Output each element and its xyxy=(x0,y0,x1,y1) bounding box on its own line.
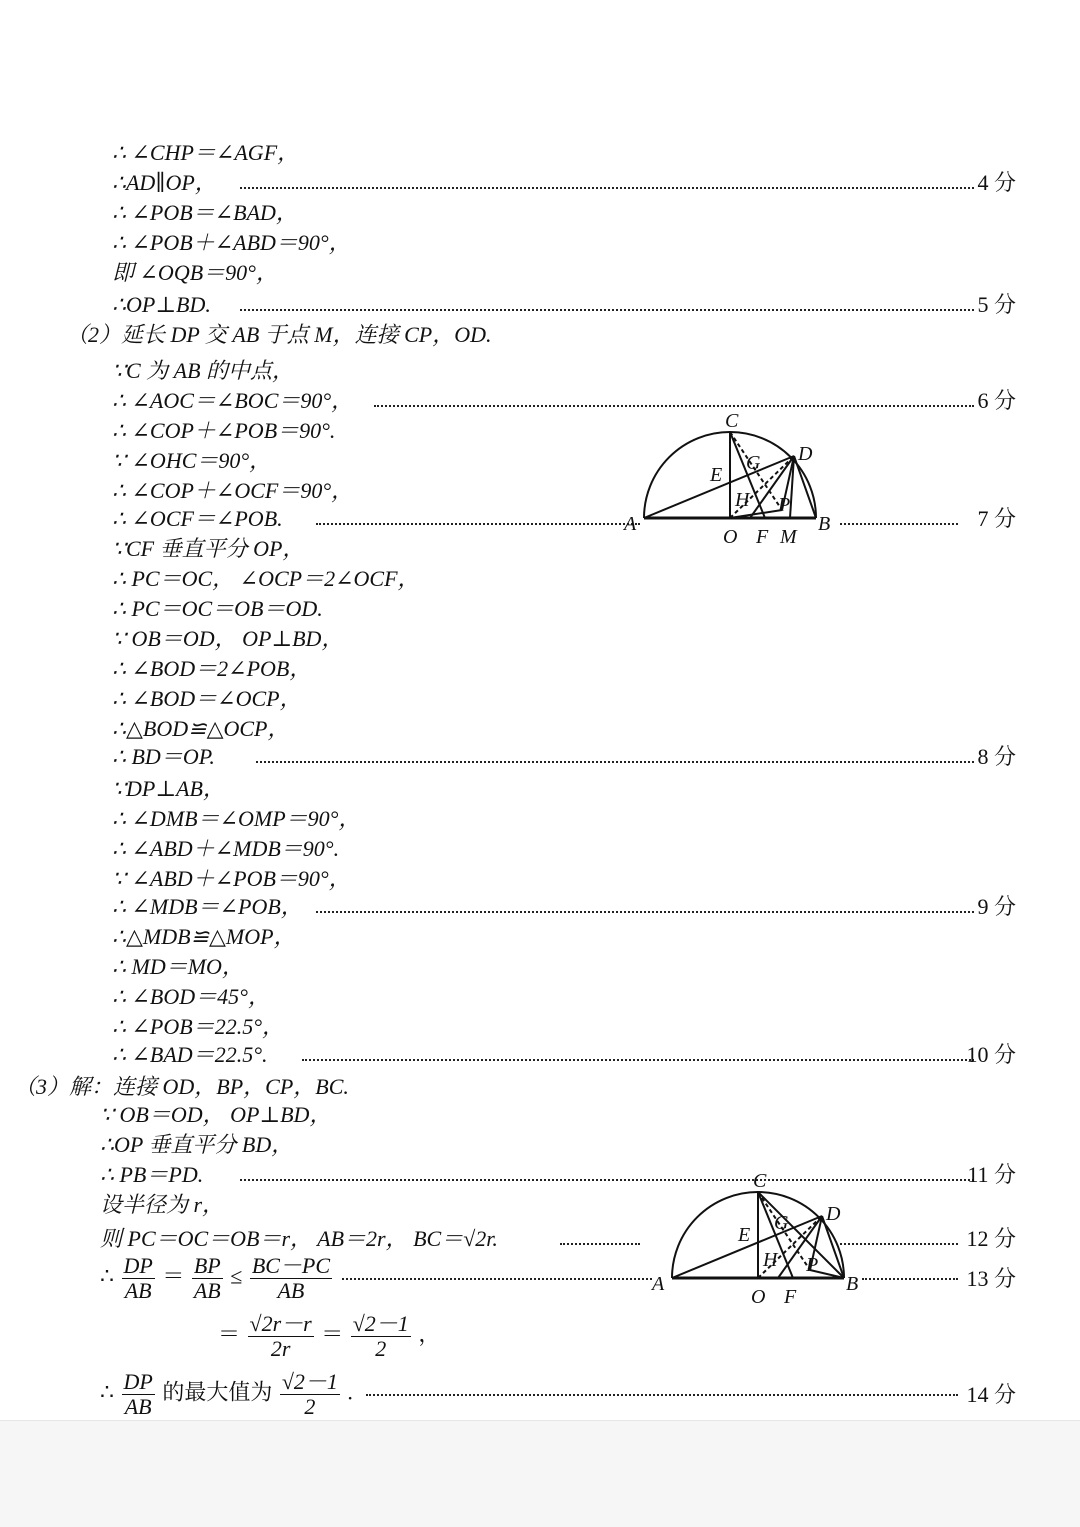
solution-line xyxy=(0,654,1080,684)
line-text: ∴AD∥OP， xyxy=(112,170,217,195)
score-label: 9 分 xyxy=(977,894,1016,919)
label-g: G xyxy=(746,452,761,474)
score-label: 10 分 xyxy=(966,1042,1016,1067)
solution-line xyxy=(0,774,1080,804)
solution-line xyxy=(0,714,1080,744)
line-text: ∵ OB＝OD， OP⊥BD， xyxy=(100,1102,332,1127)
solution-line xyxy=(0,564,1080,594)
line-text: ∴ ∠MDB＝∠POB， xyxy=(112,894,303,919)
line-text: ∴ PC＝OC＝OB＝OD. xyxy=(112,596,323,621)
fraction-max-value: $\frac{√2-1}{2}$ xyxy=(281,1369,338,1419)
score-leader-dots xyxy=(240,187,974,189)
solution-line xyxy=(0,982,1080,1012)
solution-line xyxy=(0,1072,1080,1102)
solution-line xyxy=(0,804,1080,834)
solution-line xyxy=(0,922,1080,952)
line-text: ∵C 为 AB 的中点， xyxy=(112,358,295,383)
max-value-line xyxy=(0,1370,1080,1426)
line-text: ∴ ∠POB＝∠BAD， xyxy=(112,200,298,225)
label-c: C xyxy=(725,410,739,432)
line-text: 则 PC＝OC＝OB＝r， AB＝2r， BC＝√2r. xyxy=(100,1226,498,1251)
solution-line xyxy=(0,416,1080,446)
solution-line xyxy=(0,446,1080,476)
fraction-inequality: ∴ $\frac{DP}{AB}$ ＝ $\frac{BP}{AB}$ ≤ $\frac{BC-PC}{AB}$ xyxy=(100,1253,331,1303)
label-p: P xyxy=(778,494,791,516)
fraction-dp-ab-2: $\frac{DP}{AB}$ xyxy=(123,1369,153,1419)
line-text: ∴ ∠BOD＝2∠POB， xyxy=(112,656,312,681)
score-label: 4 分 xyxy=(977,170,1016,195)
score-leader-dots xyxy=(840,523,958,525)
label-b: B xyxy=(818,513,831,535)
solution-line xyxy=(0,864,1080,894)
solution-line xyxy=(0,952,1080,982)
page-bottom-bar xyxy=(0,1420,1080,1527)
solution-line xyxy=(0,198,1080,228)
score-leader-dots xyxy=(316,911,974,913)
line-text: ∵DP⊥AB， xyxy=(112,776,225,801)
score-label: 12 分 xyxy=(966,1226,1016,1251)
score-leader-dots xyxy=(560,1243,640,1245)
line-text: ∴ ∠BAD＝22.5°. xyxy=(112,1042,268,1067)
label-f: F xyxy=(756,526,769,548)
fraction-dp-ab: $\frac{DP}{AB}$ xyxy=(123,1253,153,1303)
solution-line xyxy=(0,1012,1080,1042)
label-a: A xyxy=(624,513,637,535)
fraction-simplify-line xyxy=(0,1312,1080,1368)
label-h: H xyxy=(735,489,750,511)
line-text: ∴ ∠BOD＝45°， xyxy=(112,984,270,1009)
solution-line xyxy=(0,356,1080,386)
label-o: O xyxy=(751,1286,766,1308)
line-text: ∴ ∠AOC＝∠BOC＝90°， xyxy=(112,388,354,413)
line-text: ∵ OB＝OD， OP⊥BD， xyxy=(112,626,344,651)
label-g: G xyxy=(774,1212,789,1234)
solution-line xyxy=(0,476,1080,506)
segment-db xyxy=(794,456,816,518)
score-label: 6 分 xyxy=(977,388,1016,413)
solution-line xyxy=(0,892,1080,922)
segment-db xyxy=(822,1216,844,1278)
score-label: 7 分 xyxy=(977,506,1016,531)
fraction-sqrt2r-r: $\frac{√2r-r}{2r}$ xyxy=(249,1311,312,1361)
line-text: ∴ ∠COP＋∠OCF＝90°， xyxy=(112,478,354,503)
line-text: ∴OP 垂直平分 BD， xyxy=(100,1132,294,1157)
score-leader-dots xyxy=(342,1278,652,1280)
score-leader-dots xyxy=(316,523,640,525)
solution-line xyxy=(0,504,1080,534)
label-m: M xyxy=(780,526,797,548)
solution-line xyxy=(0,1040,1080,1070)
score-label: 14 分 xyxy=(966,1382,1016,1407)
score-label: 8 分 xyxy=(977,744,1016,769)
score-leader-dots xyxy=(240,309,974,311)
solution-line xyxy=(0,228,1080,258)
line-text: ∴ ∠ABD＋∠MDB＝90°. xyxy=(112,836,340,861)
line-text: ∴△MDB≌△MOP， xyxy=(112,924,296,949)
line-text: ∴ ∠OCF＝∠POB. xyxy=(112,506,283,531)
solution-line xyxy=(0,168,1080,198)
line-text: ∴ ∠CHP＝∠AGF， xyxy=(112,140,300,165)
solution-line xyxy=(0,1190,1080,1220)
line-text: ∴ MD＝MO， xyxy=(112,954,244,979)
solution-line xyxy=(0,386,1080,416)
line-text: ∵ ∠OHC＝90°， xyxy=(112,448,272,473)
line-text: ∴ PB＝PD. xyxy=(100,1162,204,1187)
solution-line xyxy=(0,742,1080,772)
label-d: D xyxy=(798,443,813,465)
label-b: B xyxy=(846,1273,859,1295)
score-leader-dots xyxy=(256,761,974,763)
line-text: 设半径为 r， xyxy=(100,1192,225,1217)
solution-line xyxy=(0,1130,1080,1160)
score-label: 13 分 xyxy=(966,1266,1016,1291)
geometry-figure-2 xyxy=(648,1165,868,1310)
line-text: ∴OP⊥BD. xyxy=(112,292,211,317)
fraction-simplify: ＝ $\frac{√2r-r}{2r}$ ＝ $\frac{√2-1}{2}$ ， xyxy=(218,1311,441,1361)
score-leader-dots xyxy=(366,1394,958,1396)
line-text: ∴ ∠POB＋∠ABD＝90°， xyxy=(112,230,351,255)
solution-line xyxy=(0,1100,1080,1130)
solution-line xyxy=(0,834,1080,864)
line-text: ∴ ∠BOD＝∠OCP， xyxy=(112,686,302,711)
solution-line xyxy=(0,258,1080,288)
solution-line xyxy=(0,534,1080,564)
max-value-statement: ∴ $\frac{DP}{AB}$ 的最大值为 $\frac{√2-1}{2}$ . xyxy=(100,1369,353,1419)
label-e: E xyxy=(738,1224,751,1246)
score-label: 11 分 xyxy=(967,1162,1016,1187)
solution-line xyxy=(0,624,1080,654)
fraction-bp-ab: $\frac{BP}{AB}$ xyxy=(193,1253,221,1303)
label-o: O xyxy=(723,526,738,548)
line-text: ∵ ∠ABD＋∠POB＝90°， xyxy=(112,866,351,891)
label-p: P xyxy=(806,1254,819,1276)
score-leader-dots xyxy=(302,1059,974,1061)
solution-line xyxy=(0,684,1080,714)
label-f: F xyxy=(784,1286,797,1308)
label-h: H xyxy=(763,1249,778,1271)
solution-line xyxy=(0,320,1080,350)
fraction-bc-pc-ab: $\frac{BC-PC}{AB}$ xyxy=(251,1253,331,1303)
solution-line xyxy=(0,1224,1080,1254)
fraction-inequality-line xyxy=(0,1254,1080,1310)
line-text: （3）解：连接 OD，BP，CP，BC. xyxy=(14,1074,349,1099)
label-d: D xyxy=(826,1203,841,1225)
line-text: （2）延长 DP 交 AB 于点 M，连接 CP，OD. xyxy=(66,322,492,347)
score-label: 5 分 xyxy=(977,292,1016,317)
line-text: ∴ ∠POB＝22.5°， xyxy=(112,1014,284,1039)
line-text: ∴ ∠DMB＝∠OMP＝90°， xyxy=(112,806,361,831)
solution-line xyxy=(0,290,1080,320)
line-text: ∴ ∠COP＋∠POB＝90°. xyxy=(112,418,336,443)
solution-line xyxy=(0,594,1080,624)
line-text: 即 ∠OQB＝90°， xyxy=(112,260,278,285)
label-a: A xyxy=(652,1273,665,1295)
line-text: ∴ BD＝OP. xyxy=(112,744,215,769)
solution-line xyxy=(0,1160,1080,1190)
line-text: ∵CF 垂直平分 OP， xyxy=(112,536,305,561)
line-text: ∴ PC＝OC， ∠OCP＝2∠OCF， xyxy=(112,566,420,591)
line-text: ∴△BOD≌△OCP， xyxy=(112,716,290,741)
score-leader-dots xyxy=(862,1278,958,1280)
label-e: E xyxy=(710,464,723,486)
solution-line xyxy=(0,138,1080,168)
fraction-sqrt2-1: $\frac{√2-1}{2}$ xyxy=(352,1311,409,1361)
label-c: C xyxy=(753,1170,767,1192)
geometry-figure-1 xyxy=(620,405,840,550)
